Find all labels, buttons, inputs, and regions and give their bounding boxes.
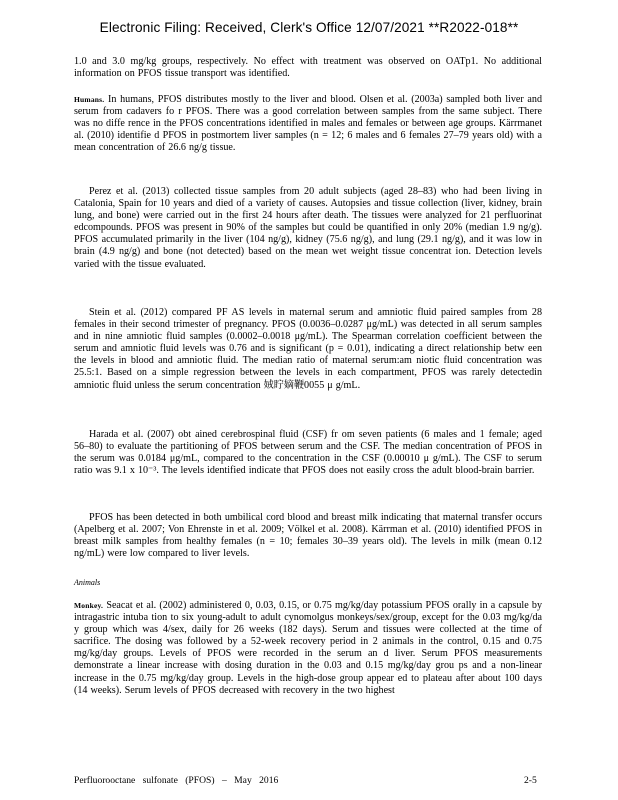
paragraph-humans [74, 94, 542, 154]
paragraph-maternal-transfer [74, 512, 542, 560]
subsection-label-monkey: Monkey. [74, 601, 104, 610]
section-heading-animals: Animals [74, 578, 101, 587]
paragraph-text: Seacat et al. (2002) administered 0, 0.03, 0.15, or 0.75 mg/kg/day potassium PFOS orally in a capsule by intragastric intuba tion to six young-adult to adult cynomolgus monkeys/sex/group, except for the 0.03 mg/kg/da y group which was 4/sex, daily for 26 weeks (182 days). Serum and tissues were collected at the time of sacrifice. The dosing was followed by a 52-week recovery period in 2 animals in the control, 0.15 and 0.75 mg/kg/day groups. Levels of PFOS were recorded in the serum an d liver. Serum PFOS measurements demonstrate a linear increase with dosing duration in the 0.03 and 0.15 mg/kg/day grou ps and a non-linear increase in the 0.75 mg/kg/day group. Levels in the high-dose group appear ed to plateau after about 100 days (14 weeks). Serum levels of PFOS decreased with recovery in the two highest [74, 600, 542, 696]
paragraph-text: Stein et al. (2012) compared PF AS levels in maternal serum and amniotic fluid paired samples from 28 females in their second trimester of pregnancy. PFOS (0.0036–0.0287 μg/mL) was detected in all serum samples and in nine amniotic fluid samples (0.0002–0.0018 μg/mL). The Spearman correlation coefficient between the serum and amniotic fluid levels was 0.76 and is significant (p = 0.01), indicating a direct relationship betw een the levels in blood and amniotic fluid. The median ratio of maternal serum:am niotic fluid concentration was 25.5:1. Based on a simple regression between the levels in each compartment, PFOS was rarely detectedin amniotic fluid unless the serum concentration 娀眝嫡鞭0055 μ g/mL. [74, 307, 542, 391]
paragraph-text: In humans, PFOS distributes mostly to the liver and blood. Olsen et al. (2003a) sampled both liver and serum from cadavers fo r PFOS. There was a good correlation between samples from the same subject. There was no diffe rence in the PFOS concentrations identified in males and females or between age groups. Kärrmanet al. (2010) identifie d PFOS in postmortem liver samples (n = 12; 6 males and 6 females 27–79 years old) with a mean concentration of 26.6 ng/g tissue. [74, 94, 542, 154]
paragraph-text: PFOS has been detected in both umbilical cord blood and breast milk indicating that maternal transfer occurs (Apelberg et al. 2007; Von Ehrenste in et al. 2009; Völkel et al. 2008). Kärrman et al. (2010) identified PFOS in breast milk samples from healthy females (n = 10; females 30–39 years old). The levels in milk (mean 0.12 ng/mL) were low compared to liver levels. [74, 512, 542, 560]
paragraph-text: Perez et al. (2013) collected tissue samples from 20 adult subjects (aged 28–83) who had been living in Catalonia, Spain for 10 years and died of a variety of causes. Autopsies and tissue collection (liver, kidney, brain lung, and bone) were carried out in the first 24 hours after death. The tissues were analyzed for 21 perfluorinat edcompounds. PFOS was present in 90% of the samples but could be quantified in only 20% (median 1.9 ng/g). PFOS accumulated primarily in the liver (104 ng/g), kidney (75.6 ng/g), and lung (29.1 ng/g), and it was low in brain (4.9 ng/g) and bone (not detected) based on the mean wet weight tissue concentrat ion. Detection levels varied with the tissue evaluated. [74, 186, 542, 270]
paragraph-text: 1.0 and 3.0 mg/kg groups, respectively. No effect with treatment was observed on OATp1. No additional information on PFOS tissue transport was identified. [74, 56, 542, 80]
paragraph-text: Harada et al. (2007) obt ained cerebrospinal fluid (CSF) fr om seven patients (6 males and 1 female; aged 56–80) to evaluate the partitioning of PFOS between serum and the CSF. The median concentration of PFOS in the serum was 0.0184 μg/mL, compared to the concentration in the CSF (0.00010 μ g/mL). The CSF to serum ratio was 9.1 x 10⁻³. The levels identified indicate that PFOS does not easily cross the adult blood-brain barrier. [74, 429, 542, 477]
paragraph-stein [74, 307, 542, 392]
subsection-label-humans: Humans. [74, 95, 105, 104]
filing-header: Electronic Filing: Received, Clerk's Office 12/07/2021 **R2022-018** [99, 20, 519, 35]
footer-document-title: Perfluorooctane sulfonate (PFOS) – May 2016 [74, 775, 279, 786]
paragraph-oatp1 [74, 56, 542, 80]
paragraph-perez [74, 186, 542, 271]
footer-page-number: 2-5 [524, 775, 537, 786]
paragraph-monkey [74, 600, 542, 697]
paragraph-harada [74, 429, 542, 477]
